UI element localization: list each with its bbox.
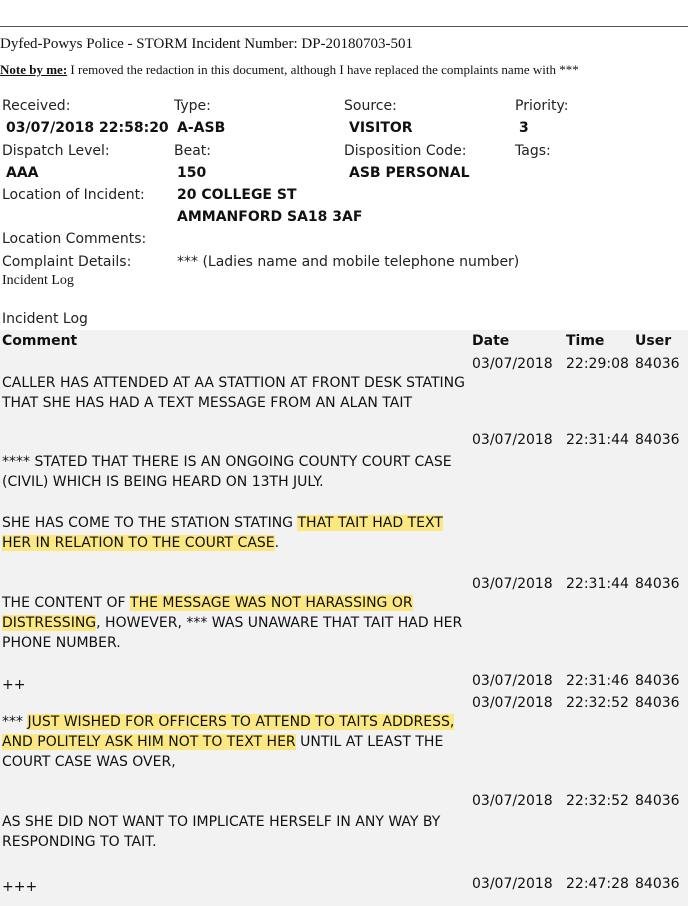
entry-user: 84036 [635,876,680,892]
note-text: I removed the redaction in this document, although I have replaced the complaints name with *** [67,62,579,77]
log-comment-line [2,732,443,752]
log-comment-line: CALLER HAS ATTENDED AT AA STATTION AT FRONT DESK STATING [2,375,465,391]
entry-time: 22:31:46 [566,673,629,689]
highlighted-text: DISTRESSING [2,615,97,631]
entry-time: 22:31:44 [566,432,629,448]
priority-label: Priority: [515,98,569,114]
log-text: , HOWEVER, *** WAS UNAWARE THAT TAIT HAD HER [96,615,463,631]
entry-date: 03/07/2018 [472,432,553,448]
entry-date: 03/07/2018 [472,793,553,809]
log-comment-line: RESPONDING TO TAIT. [2,834,157,850]
tags-label: Tags: [515,143,551,159]
received-label: Received: [2,98,71,114]
source-label: Source: [344,98,397,114]
entry-time: 22:32:52 [566,695,629,711]
type-label: Type: [174,98,211,114]
entry-date: 03/07/2018 [472,876,553,892]
location-line2: AMMANFORD SA18 3AF [177,209,363,225]
complaint-value: *** (Ladies name and mobile telephone number) [177,254,520,270]
dispatch-value: AAA [6,165,39,181]
type-value: A-ASB [177,120,226,136]
log-comment-line [2,613,462,633]
highlighted-text: THE MESSAGE WAS NOT HARASSING OR [130,595,413,611]
highlighted-text: AND POLITELY ASK HIM NOT TO TEXT HER [2,734,296,750]
log-comment-line [2,513,443,533]
highlighted-text: JUST WISHED FOR OFFICERS TO ATTEND TO TAITS ADDRESS, [27,714,455,730]
entry-user: 84036 [635,356,680,372]
disposition-label: Disposition Code: [344,143,467,159]
beat-label: Beat: [174,143,212,159]
entry-date: 03/07/2018 [472,673,553,689]
log-text: . [274,535,280,551]
log-comment-line: COURT CASE WAS OVER, [2,754,176,770]
log-section-title: Incident Log [2,311,88,327]
log-comment-line [2,533,279,553]
entry-user: 84036 [635,673,680,689]
priority-value: 3 [519,120,529,136]
received-value: 03/07/2018 22:58:20 [6,120,169,136]
log-text: UNTIL AT LEAST THE [295,734,444,750]
location-label: Location of Incident: [2,187,145,203]
log-comment-line: AS SHE DID NOT WANT TO IMPLICATE HERSELF IN ANY WAY BY [2,814,441,830]
location-comments-label: Location Comments: [2,231,147,247]
entry-user: 84036 [635,576,680,592]
log-comment-line: (CIVIL) WHICH IS BEING HEARD ON 13TH JULY. [2,474,324,490]
disposition-value: ASB PERSONAL [349,165,470,181]
entry-user: 84036 [635,695,680,711]
entry-user: 84036 [635,793,680,809]
highlighted-text: HER IN RELATION TO THE COURT CASE [2,535,275,551]
document-title: Dyfed-Powys Police - STORM Incident Number: DP-20180703-501 [0,36,414,52]
log-comment-line [2,593,413,613]
log-text: SHE HAS COME TO THE STATION STATING [2,515,298,531]
complaint-label: Complaint Details: [2,254,132,270]
time-header: Time [566,333,605,349]
entry-date: 03/07/2018 [472,356,553,372]
entry-time: 22:29:08 [566,356,629,372]
log-text: THE CONTENT OF [2,595,131,611]
entry-time: 22:31:44 [566,576,629,592]
entry-date: 03/07/2018 [472,695,553,711]
log-comment-line [2,712,454,732]
user-header: User [635,333,672,349]
top-rule [0,26,688,27]
editor-note [0,62,579,78]
dispatch-label: Dispatch Level: [2,143,110,159]
log-comment-line: ++ [2,677,26,693]
location-line1: 20 COLLEGE ST [177,187,297,203]
note-label: Note by me: [0,62,68,77]
log-comment-line: **** STATED THAT THERE IS AN ONGOING COUNTY COURT CASE [2,454,452,470]
log-comment-line: +++ [2,879,38,895]
beat-value: 150 [177,165,207,181]
entry-date: 03/07/2018 [472,576,553,592]
log-comment-line: THAT SHE HAS HAD A TEXT MESSAGE FROM AN ALAN TAIT [2,395,413,411]
log-text: *** [2,714,28,730]
incident-log-serif-label: Incident Log [2,273,74,288]
entry-time: 22:47:28 [566,876,629,892]
source-value: VISITOR [349,120,413,136]
entry-user: 84036 [635,432,680,448]
log-comment-line: PHONE NUMBER. [2,635,121,651]
comment-header: Comment [2,333,78,349]
date-header: Date [472,333,510,349]
entry-time: 22:32:52 [566,793,629,809]
highlighted-text: THAT TAIT HAD TEXT [297,515,443,531]
